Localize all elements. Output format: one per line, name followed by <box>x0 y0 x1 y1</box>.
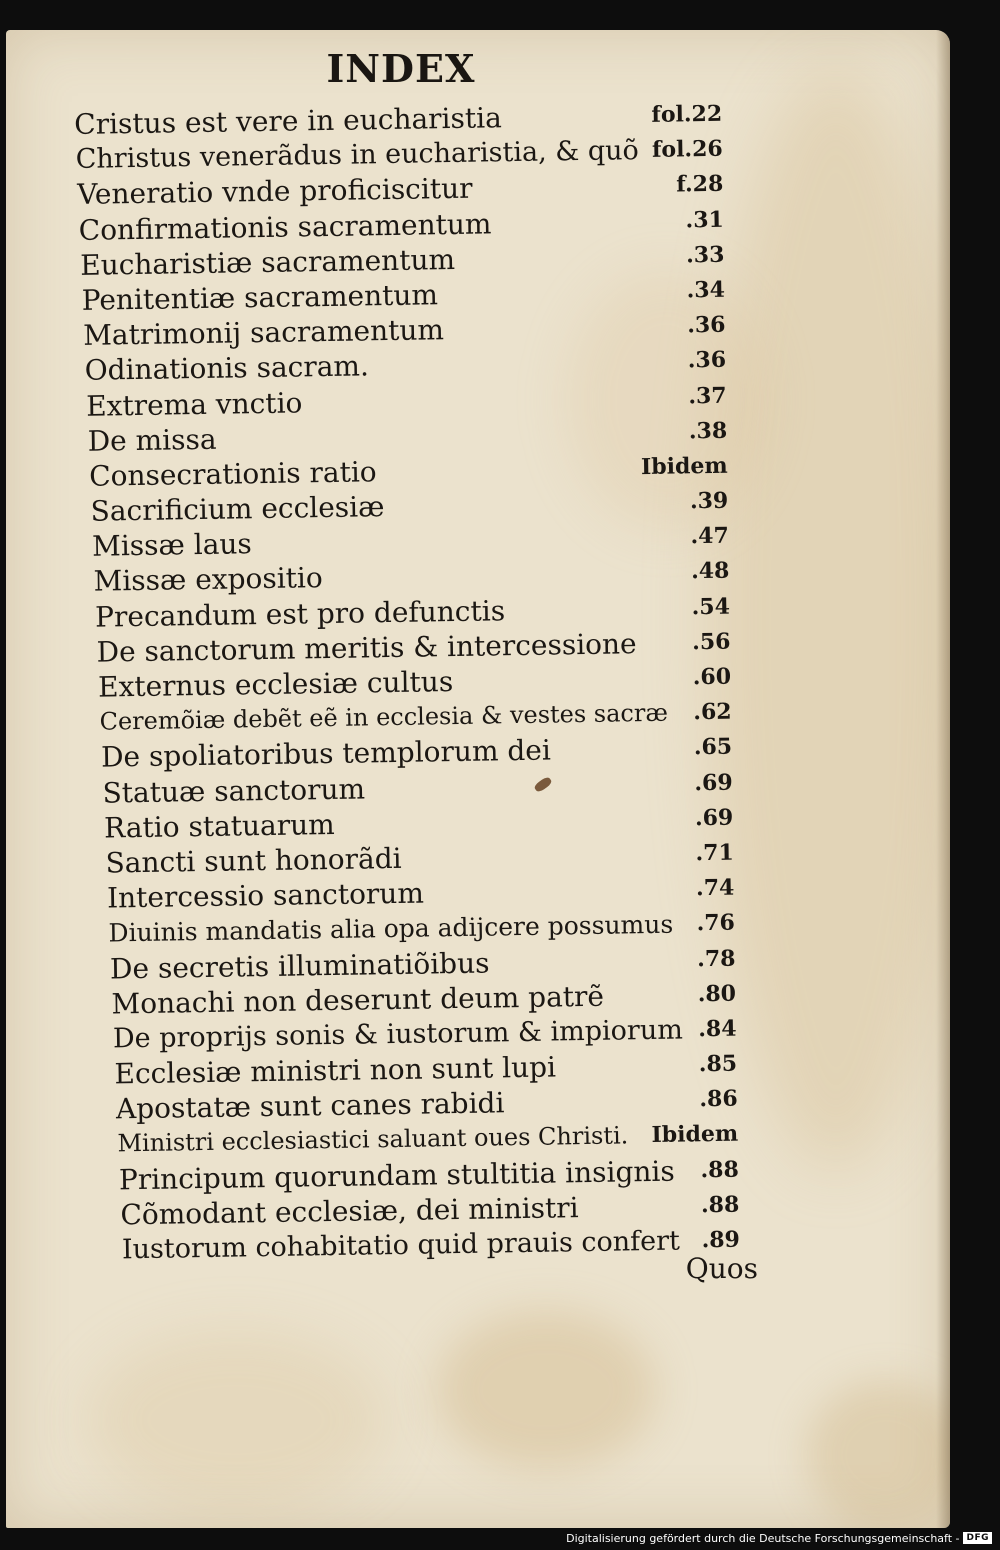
book-page <box>6 30 950 1528</box>
water-stain <box>806 1380 950 1528</box>
entry-folio: .34 <box>686 276 726 304</box>
entry-folio: .39 <box>689 487 729 515</box>
entry-folio: .69 <box>694 769 733 796</box>
entry-text: Principum quorundam stultitia insignis <box>118 1154 675 1196</box>
entry-folio: .88 <box>700 1156 739 1183</box>
entry-text: Sancti sunt honorãdi <box>105 841 402 880</box>
entry-text: Intercessio sanctorum <box>106 876 425 915</box>
entry-folio: .47 <box>690 522 730 550</box>
entry-text: Penitentiæ sacramentum <box>81 278 439 317</box>
entry-text: Statuæ sanctorum <box>102 772 366 810</box>
entry-folio: .86 <box>699 1085 738 1113</box>
entry-folio: .84 <box>698 1015 737 1043</box>
page-edge-shadow <box>936 30 950 1528</box>
entry-folio: .33 <box>685 241 725 269</box>
entry-text: Missæ laus <box>91 527 253 563</box>
catchword: Quos <box>685 1252 758 1285</box>
entry-text: Missæ expositio <box>93 561 323 599</box>
entry-folio: .76 <box>696 909 736 937</box>
entry-text: Sacrificium ecclesiæ <box>90 490 385 528</box>
entry-text: De sanctorum meritis & intercessione <box>96 626 637 669</box>
entry-text: De secretis illuminatiõibus <box>109 946 490 985</box>
entry-folio: fol.26 <box>651 135 723 164</box>
water-stain <box>86 1330 386 1510</box>
entry-folio: .71 <box>695 839 734 867</box>
entry-folio: fol.22 <box>651 100 723 128</box>
entry-text: Ratio statuarum <box>103 807 335 845</box>
entry-text: Extrema vnctio <box>85 385 303 423</box>
entry-text: Veneratio vnde proficiscitur <box>76 172 473 212</box>
entry-folio: .38 <box>688 417 728 444</box>
entry-folio: .62 <box>693 698 732 726</box>
entry-folio: .74 <box>695 874 735 902</box>
entry-text: Confirmationis sacramentum <box>78 206 492 247</box>
entry-text: Ecclesiæ ministri non sunt lupi <box>114 1050 557 1091</box>
entry-folio: .31 <box>685 206 725 233</box>
page-title: INDEX <box>326 46 476 91</box>
entry-folio: .36 <box>687 347 727 374</box>
entry-folio: .48 <box>690 558 730 585</box>
entry-folio: .85 <box>698 1050 738 1078</box>
entry-text: De missa <box>87 422 217 458</box>
entry-text: Consecrationis ratio <box>88 455 377 493</box>
entry-text: Matrimonij sacramentum <box>82 313 445 352</box>
entry-folio: .80 <box>697 980 737 1007</box>
entry-text: Externus ecclesiæ cultus <box>97 665 454 704</box>
entry-folio: .78 <box>696 945 736 972</box>
entry-folio: .37 <box>688 382 727 409</box>
entry-folio: Ibidem <box>651 1121 739 1149</box>
entry-folio: .88 <box>700 1191 740 1219</box>
entry-folio: .89 <box>701 1226 741 1254</box>
entry-folio: .65 <box>693 734 733 761</box>
entry-folio: .69 <box>694 804 734 832</box>
entry-text: Odinationis sacram. <box>84 349 370 388</box>
entry-folio: .54 <box>691 593 731 620</box>
entry-text: Monachi non deserunt deum patrẽ <box>111 979 605 1021</box>
entry-folio: .56 <box>691 628 731 656</box>
entry-folio: .36 <box>687 311 726 339</box>
entry-folio: Ibidem <box>640 452 728 480</box>
entry-text: Christus venerãdus in eucharistia, & quõ <box>75 135 640 176</box>
dfg-logo: DFG <box>963 1532 992 1544</box>
entry-folio: f.28 <box>676 171 724 198</box>
entry-text: De proprijs sonis & iustorum & impiorum <box>112 1014 684 1055</box>
entry-text: Apostatæ sunt canes rabidi <box>115 1086 505 1126</box>
entry-folio: .60 <box>692 663 732 691</box>
entry-text: Ceremõiæ debẽt eẽ in ecclesia & vestes sacræ <box>99 698 669 736</box>
entry-text: Ministri ecclesiastici saluant oues Christi. <box>117 1121 629 1158</box>
index-entries <box>6 93 950 1269</box>
entry-text: Cristus est vere in eucharistia <box>74 101 503 141</box>
digitization-footer <box>566 1529 992 1547</box>
entry-text: Eucharistiæ sacramentum <box>79 242 456 282</box>
entry-text: Cõmodant ecclesiæ, dei ministri <box>120 1190 579 1232</box>
water-stain <box>436 1310 656 1470</box>
footer-credit: Digitalisierung gefördert durch die Deutsche Forschungsgemeinschaft - <box>566 1531 960 1545</box>
entry-text: Iustorum cohabitatio quid prauis confert <box>121 1225 681 1266</box>
entry-text: De spoliatoribus templorum dei <box>100 733 552 774</box>
entry-text: Precandum est pro defunctis <box>94 593 506 634</box>
entry-text: Diuinis mandatis alia opa adijcere possumus <box>108 909 674 948</box>
